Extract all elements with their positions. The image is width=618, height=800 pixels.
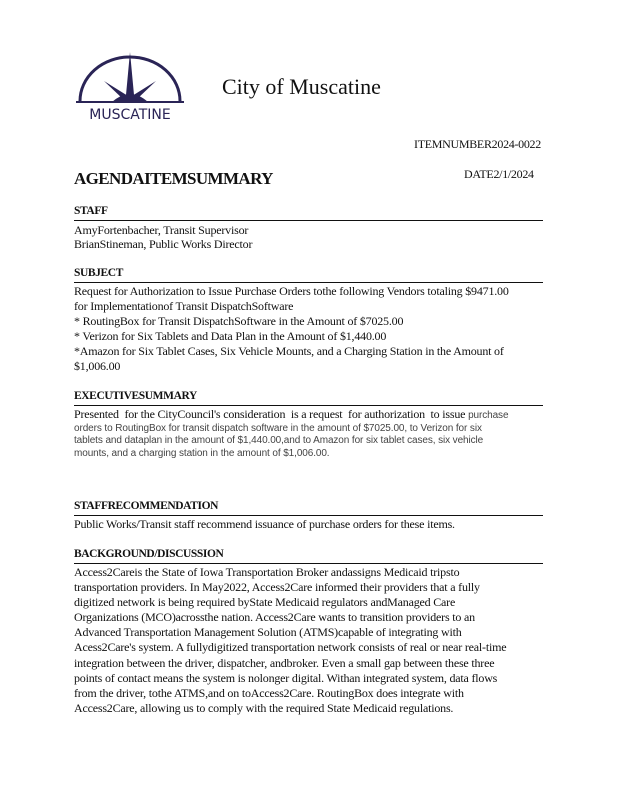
text-line: *Amazon for Six Tablet Cases, Six Vehicle Mounts, and a Charging Station in the Amount of (74, 344, 504, 358)
background-section (74, 548, 543, 716)
text-line: digitized network is being required byState Medicaid regulators andManaged Care (74, 595, 456, 610)
staff-recommendation-section (74, 500, 543, 532)
text-line: Acess2Care's system. A fullydigitized transportation network consists of real or near real-time (74, 640, 507, 655)
text-line: Organizations (MCO)acrossthe nation. Access2Care wants to transition providers to an (74, 610, 475, 625)
text-sans: purchase (468, 410, 509, 421)
text-line: BrianStineman, Public Works Director (74, 237, 253, 251)
text-line: from the driver, tothe ATMS,and on toAccess2Care. RoutingBox does integrate with (74, 685, 464, 700)
text-line: tablets and dataplan in the amount of $1,440.00,and to Amazon for six tablet cases, six vehicle (74, 435, 484, 447)
subject-section (74, 267, 543, 374)
text-line: Request for Authorization to Issue Purchase Orders tothe following Vendors totaling $9471.00 (74, 284, 509, 298)
text-line: Access2Careis the State of Iowa Transportation Broker andassigns Medicaid tripsto (74, 565, 460, 579)
text-line: integration between the driver, dispatcher, andbroker. Even a small gap between these three (74, 655, 495, 670)
executive-summary-section (74, 390, 543, 461)
city-title: City of Muscatine (222, 74, 381, 99)
text-line: * Verizon for Six Tablets and Data Plan in the Amount of $1,440.00 (74, 329, 387, 343)
muscatine-logo (74, 50, 186, 122)
text-line: orders to RoutingBox for transit dispatch software in the amount of $7025.00, to Verizon for six (74, 422, 482, 434)
section-heading: STAFF (74, 205, 543, 221)
text-line: mounts, and a charging station in the amount of $1,006.00. (74, 448, 330, 460)
svg-text:MUSCATINE: MUSCATINE (89, 107, 171, 122)
text-line: Public Works/Transit staff recommend issuance of purchase orders for these items. (74, 517, 455, 531)
meeting-date: DATE2/1/2024 (464, 167, 534, 181)
section-heading: SUBJECT (74, 267, 543, 283)
text-line: transportation providers. In May2022, Access2Care informed their providers that a fully (74, 580, 480, 595)
text-line: points of contact means the system is nolonger digital. Withan integrated system, data flows (74, 670, 498, 685)
section-heading: BACKGROUND/DISCUSSION (74, 548, 543, 564)
staff-section (74, 205, 543, 251)
section-heading: STAFFRECOMMENDATION (74, 500, 543, 516)
text-serif: Presented for the CityCouncil's consideration is a request for authorization to issue (74, 407, 469, 421)
text-line: * RoutingBox for Transit DispatchSoftware in the Amount of $7025.00 (74, 314, 404, 328)
text-line (74, 407, 543, 423)
text-line: $1,006.00 (74, 359, 121, 373)
document-title: AGENDAITEMSUMMARY (74, 169, 273, 188)
section-heading: EXECUTIVESUMMARY (74, 390, 543, 406)
text-line: Access2Care, allowing us to comply with the required State Medicaid regulations. (74, 700, 454, 715)
text-line: for Implementationof Transit DispatchSoftware (74, 299, 294, 313)
item-number: ITEMNUMBER2024-0022 (414, 137, 541, 151)
text-line: AmyFortenbacher, Transit Supervisor (74, 223, 249, 237)
text-line: Advanced Transportation Management Solution (ATMS)capable of integrating with (74, 625, 462, 640)
